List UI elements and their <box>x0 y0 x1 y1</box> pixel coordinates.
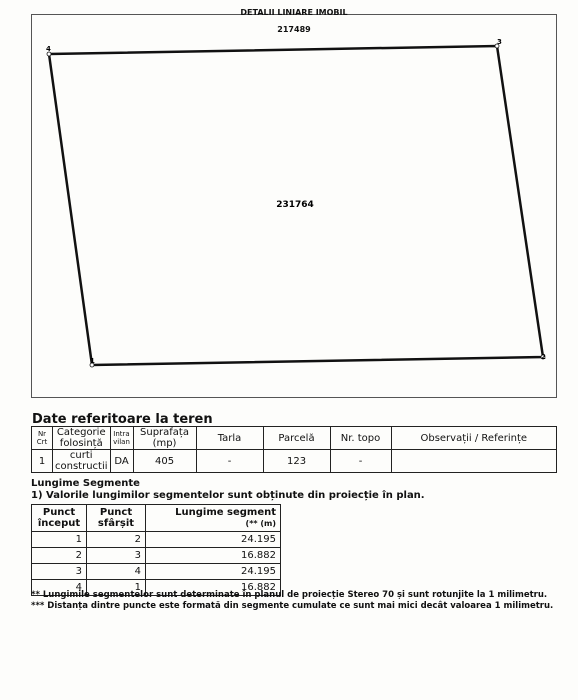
table-row <box>32 548 281 564</box>
cell-nr-topo: - <box>330 450 391 473</box>
segment-start: 2 <box>32 548 87 564</box>
cell-intravilan: DA <box>110 450 133 473</box>
segment-length: 16.882 <box>146 548 281 564</box>
header-intravilan: Intra vilan <box>110 427 133 450</box>
cell-suprafata: 405 <box>133 450 196 473</box>
segments-table <box>31 504 281 596</box>
cell-observatii <box>391 450 556 473</box>
segment-end: 3 <box>87 548 146 564</box>
header-suprafata: Suprafața (mp) <box>133 427 196 450</box>
segment-length: 16.882 <box>146 580 281 596</box>
segments-title: Lungime Segmente <box>31 478 140 489</box>
header-nr-crt: Nr Crt <box>32 427 53 450</box>
header-length-label: Lungime segment <box>175 507 276 518</box>
plan-title: DETALII LINIARE IMOBIL <box>240 8 348 17</box>
segment-end: 4 <box>87 564 146 580</box>
segment-end: 1 <box>87 580 146 596</box>
plan-drawing-area <box>31 8 557 398</box>
table-row <box>32 564 281 580</box>
parcel-outline <box>32 15 558 399</box>
segment-length: 24.195 <box>146 532 281 548</box>
point-label-2: 2 <box>541 353 546 361</box>
cell-parcela: 123 <box>263 450 330 473</box>
segment-start: 4 <box>32 580 87 596</box>
header-length <box>146 505 281 532</box>
neighbor-number: 217489 <box>277 25 311 34</box>
table-row <box>32 532 281 548</box>
header-start-point: Punct început <box>32 505 87 532</box>
point-label-1: 1 <box>90 357 95 365</box>
point-label-3: 3 <box>497 38 502 46</box>
header-length-unit: (** (m) <box>245 519 276 528</box>
header-tarla: Tarla <box>196 427 263 450</box>
point-label-4: 4 <box>46 45 51 53</box>
footnote-lengths: ** Lungimile segmentelor sunt determinate în planul de proiecție Stereo 70 și sunt rotunjite la 1 milimetru. <box>31 590 548 600</box>
parcel-number: 231764 <box>276 200 314 210</box>
header-observatii: Observații / Referințe <box>391 427 556 450</box>
header-nr-topo: Nr. topo <box>330 427 391 450</box>
segments-subtitle: 1) Valorile lungimilor segmentelor sunt obținute din proiecție în plan. <box>31 490 425 501</box>
land-table <box>31 426 557 473</box>
segment-start: 3 <box>32 564 87 580</box>
header-categorie: Categorie folosință <box>53 427 111 450</box>
segment-start: 1 <box>32 532 87 548</box>
cell-categorie: curti constructii <box>53 450 111 473</box>
cell-tarla: - <box>196 450 263 473</box>
header-parcela: Parcelă <box>263 427 330 450</box>
header-end-point: Punct sfârșit <box>87 505 146 532</box>
footnote-distance: *** Distanța dintre puncte este formată din segmente cumulate ce sunt mai mici decât valoarea 1 milimetru. <box>31 601 554 611</box>
segment-end: 2 <box>87 532 146 548</box>
land-section-title: Date referitoare la teren <box>32 412 213 427</box>
segment-length: 24.195 <box>146 564 281 580</box>
cell-nr-crt: 1 <box>32 450 53 473</box>
